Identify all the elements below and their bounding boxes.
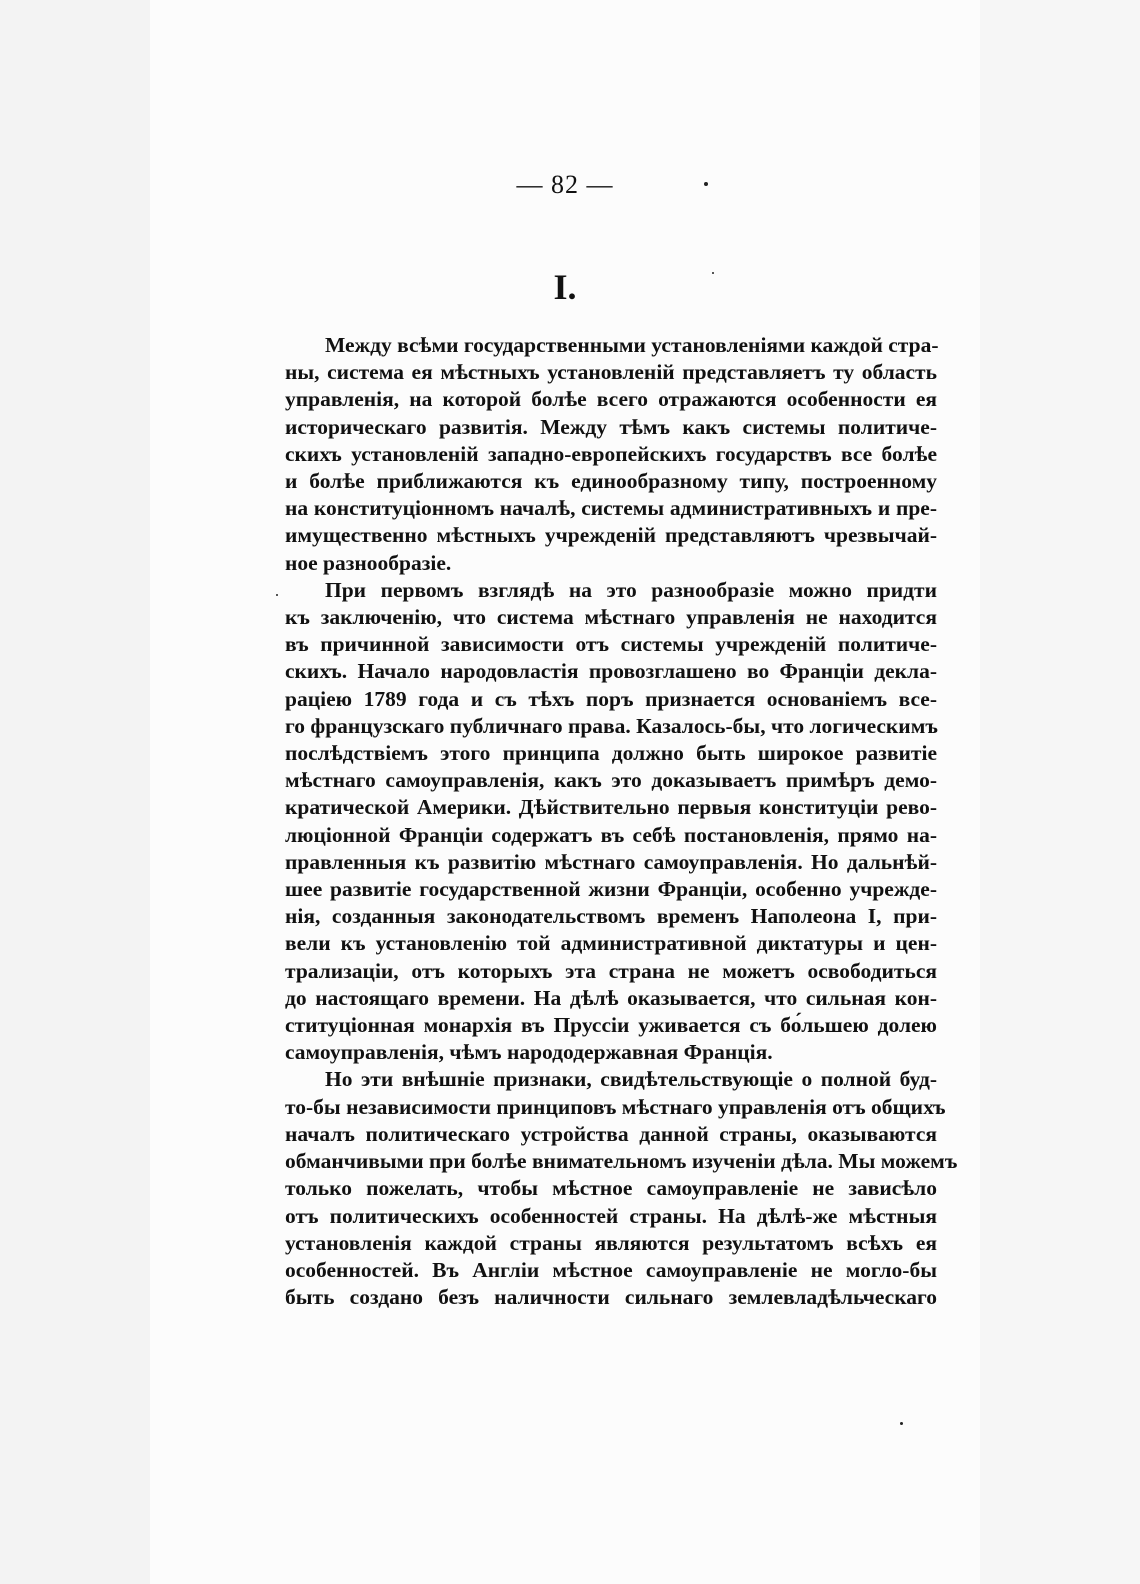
text-line: и болѣе приближаются къ единообразному типу, построенному [285, 469, 937, 494]
text-line: на конституціонномъ началѣ, системы административныхъ и пре- [285, 496, 937, 521]
paragraph-2 [285, 577, 937, 1067]
text-line: имущественно мѣстныхъ учрежденій представляютъ чрезвычай- [285, 523, 937, 548]
text-line: нія, созданныя законодательствомъ временъ Наполеона I, при- [285, 904, 937, 929]
text-line: люціонной Франціи содержатъ въ себѣ постановленія, прямо на- [285, 822, 937, 847]
section-title: I. [553, 267, 577, 307]
text-line: послѣдствіемъ этого принципа должно быть широкое развитіе [285, 741, 937, 766]
text-line: только пожелать, чтобы мѣстное самоуправленіе не зависѣло [285, 1176, 937, 1201]
text-line: правленныя къ развитію мѣстнаго самоуправленія. Но дальнѣй- [285, 849, 937, 874]
text-line: ны, система ея мѣстныхъ установленій представляетъ ту область [285, 360, 937, 385]
text-line: кратической Америки. Дѣйствительно первыя конституціи рево- [285, 795, 937, 820]
text-line: го французскаго публичнаго права. Казалось-бы, что логическимъ [285, 713, 938, 738]
text-line: Но эти внѣшніе признаки, свидѣтельствующіе о полной буд- [325, 1067, 937, 1092]
paragraph-1 [285, 332, 937, 577]
page-number: — 82 — [516, 170, 614, 199]
text-line: управленія, на которой болѣе всего отражаются особенности ея [285, 387, 937, 412]
text-line: ное разнообразіе. [285, 550, 452, 575]
paragraph-3 [285, 1066, 958, 1311]
text-line: то-бы независимости принциповъ мѣстнаго управленія отъ общихъ [285, 1094, 946, 1119]
text-line: скихъ. Начало народовластія провозглашено во Франціи декла- [285, 659, 937, 684]
text-line: обманчивыми при болѣе внимательномъ изученіи дѣла. Мы можемъ [285, 1149, 958, 1174]
text-line: трализаціи, отъ которыхъ эта страна не можетъ освободиться [285, 958, 937, 983]
text-line: особенностей. Въ Англіи мѣстное самоуправленіе не могло-бы [285, 1257, 937, 1282]
text-line: Между всѣми государственными установленіями каждой стра- [325, 333, 939, 357]
text-line: шее развитіе государственной жизни Франціи, особенно учрежде- [285, 877, 937, 902]
scan-speck [900, 1422, 903, 1425]
text-line: При первомъ взглядѣ на это разнообразіе можно придти [325, 577, 937, 602]
body-text [285, 332, 958, 1311]
text-line: скихъ установленій западно-европейскихъ государствъ все болѣе [285, 441, 937, 466]
text-line: въ причинной зависимости отъ системы учрежденій политиче- [285, 632, 937, 657]
text-line: до настоящаго времени. На дѣлѣ оказывается, что сильная кон- [285, 985, 937, 1010]
scan-margin-left [0, 0, 150, 1584]
scan-speck [712, 272, 714, 274]
text-line: установленія каждой страны являются результатомъ всѣхъ ея [285, 1230, 937, 1255]
text-line: отъ политическихъ особенностей страны. На дѣлѣ-же мѣстныя [285, 1203, 937, 1228]
text-line: къ заключенію, что система мѣстнаго управленія не находится [285, 605, 937, 630]
scan-speck [704, 182, 708, 186]
text-line: началъ политическаго устройства данной страны, оказываются [285, 1121, 937, 1146]
book-page [150, 0, 980, 1584]
text-line: историческаго развитія. Между тѣмъ какъ системы политиче- [285, 414, 937, 439]
text-line: ституціонная монархія въ Пруссіи уживается съ бо́льшею долею [285, 1013, 937, 1038]
text-line: раціею 1789 года и съ тѣхъ поръ признается основаніемъ все- [285, 686, 937, 711]
text-line: мѣстнаго самоуправленія, какъ это доказываетъ примѣръ демо- [285, 768, 937, 793]
text-line: самоуправленія, чѣмъ народодержавная Франція. [285, 1040, 773, 1065]
scan-margin-right [980, 0, 1140, 1584]
scan-speck [276, 594, 278, 596]
text-line: быть создано безъ наличности сильнаго землевладѣльческаго [285, 1285, 937, 1310]
text-line: вели къ установленію той административной диктатуры и цен- [285, 931, 937, 956]
